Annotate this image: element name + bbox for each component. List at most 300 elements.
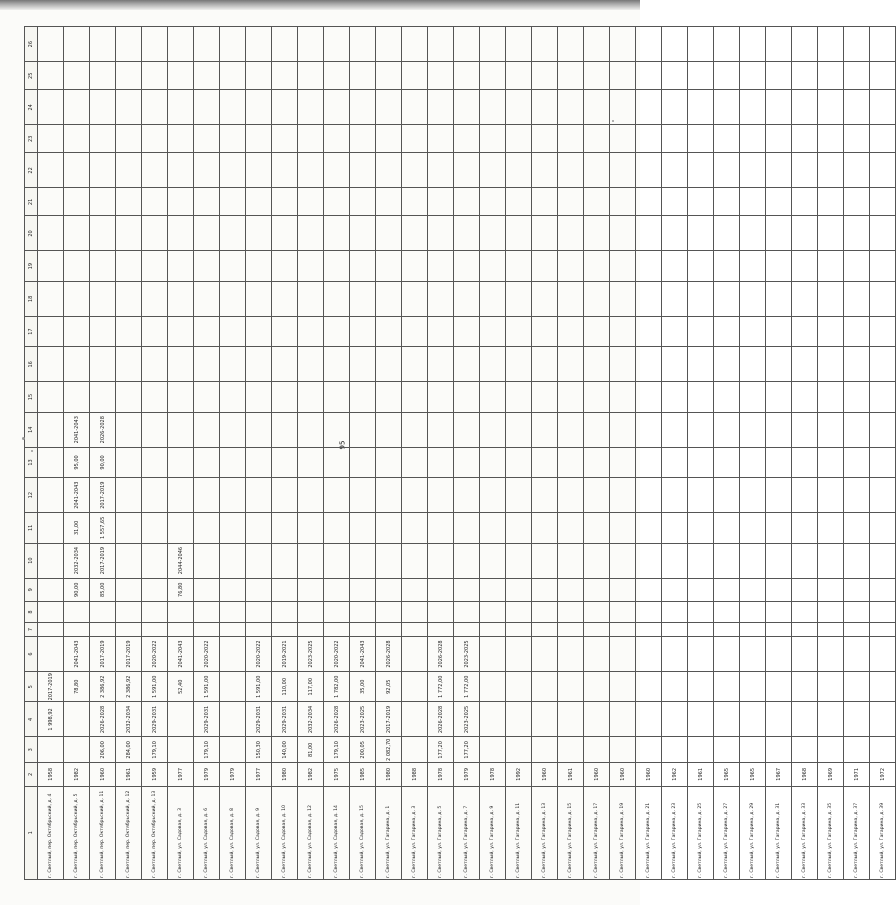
table-cell	[844, 672, 870, 702]
table-cell	[714, 447, 740, 477]
table-cell	[402, 382, 428, 412]
table-cell	[324, 251, 350, 281]
table-cell	[220, 702, 246, 737]
table-cell	[298, 447, 324, 477]
table-cell	[90, 90, 116, 125]
table-cell	[142, 188, 168, 216]
table-cell	[64, 125, 90, 153]
table-cell	[766, 188, 792, 216]
table-cell	[350, 316, 376, 346]
table-cell	[480, 478, 506, 513]
table-cell	[142, 382, 168, 412]
table-cell	[194, 251, 220, 281]
table-cell	[168, 513, 194, 543]
table-cell	[662, 737, 688, 763]
table-cell	[38, 316, 64, 346]
table-cell	[558, 188, 584, 216]
table-cell	[662, 62, 688, 90]
table-cell: 2020-2022	[194, 637, 220, 672]
table-row	[818, 27, 844, 880]
table-cell	[740, 447, 766, 477]
table-cell	[818, 216, 844, 251]
table-cell	[792, 702, 818, 737]
table-cell	[168, 153, 194, 188]
table-cell	[870, 412, 896, 447]
table-cell	[636, 27, 662, 62]
table-cell	[610, 62, 636, 90]
table-cell	[246, 412, 272, 447]
table-row	[740, 27, 766, 880]
table-cell	[38, 125, 64, 153]
table-cell: 117,00	[298, 672, 324, 702]
table-cell	[428, 543, 454, 578]
table-cell	[454, 513, 480, 543]
table-cell	[142, 513, 168, 543]
table-cell	[870, 347, 896, 382]
table-cell	[662, 702, 688, 737]
table-cell	[584, 27, 610, 62]
table-cell	[792, 622, 818, 636]
table-cell: 1 591,00	[142, 672, 168, 702]
table-cell	[844, 153, 870, 188]
table-cell: 2029-2031	[272, 702, 298, 737]
table-cell	[428, 251, 454, 281]
table-cell: 1962	[662, 763, 688, 786]
table-row	[610, 27, 636, 880]
table-cell	[740, 622, 766, 636]
table-cell: 2029-2031	[194, 702, 220, 737]
table-cell: 1967	[766, 763, 792, 786]
table-cell	[480, 27, 506, 62]
table-cell: 1979	[220, 763, 246, 786]
table-cell	[480, 316, 506, 346]
table-cell	[558, 578, 584, 601]
table-cell	[584, 622, 610, 636]
table-cell	[584, 637, 610, 672]
table-cell	[38, 513, 64, 543]
address-cell: г. Светлый, ул. Гагарина, д. 13	[532, 786, 558, 879]
table-cell	[818, 601, 844, 622]
table-cell	[272, 543, 298, 578]
table-cell	[688, 543, 714, 578]
address-cell: г. Светлый, ул. Гагарина, д. 3	[402, 786, 428, 879]
column-number: 23	[25, 125, 38, 153]
table-cell	[584, 188, 610, 216]
table-cell	[246, 125, 272, 153]
table-cell	[116, 347, 142, 382]
table-cell	[428, 622, 454, 636]
column-number: 7	[25, 622, 38, 636]
table-cell: 35,00	[350, 672, 376, 702]
table-cell	[480, 578, 506, 601]
table-cell	[324, 412, 350, 447]
table-cell	[558, 125, 584, 153]
table-cell: 284,00	[116, 737, 142, 763]
table-cell	[350, 412, 376, 447]
table-cell: 2 386,92	[116, 672, 142, 702]
table-cell	[610, 513, 636, 543]
table-cell	[532, 543, 558, 578]
table-cell: 1979	[454, 763, 480, 786]
table-cell	[584, 702, 610, 737]
table-row	[194, 27, 220, 880]
table-cell	[454, 188, 480, 216]
table-row	[64, 27, 90, 880]
table-cell	[714, 125, 740, 153]
table-cell	[636, 216, 662, 251]
table-cell	[870, 601, 896, 622]
table-cell	[272, 188, 298, 216]
table-cell	[220, 737, 246, 763]
table-cell	[246, 188, 272, 216]
table-cell	[480, 412, 506, 447]
table-cell: 2020-2022	[324, 637, 350, 672]
table-cell	[142, 478, 168, 513]
table-cell: 2023-2025	[298, 637, 324, 672]
table-cell	[844, 316, 870, 346]
address-cell: г. Светлый, ул. Гагарина, д. 11	[506, 786, 532, 879]
table-row	[298, 27, 324, 880]
table-cell	[402, 637, 428, 672]
table-cell	[142, 622, 168, 636]
table-cell	[636, 637, 662, 672]
table-cell	[454, 27, 480, 62]
table-cell: 2041-2043	[168, 637, 194, 672]
table-cell	[818, 251, 844, 281]
table-cell	[428, 216, 454, 251]
table-cell	[90, 27, 116, 62]
table-cell	[298, 622, 324, 636]
table-cell	[818, 27, 844, 62]
table-cell	[818, 672, 844, 702]
address-cell: г. Светлый, ул. Садовая, д. 15	[350, 786, 376, 879]
table-cell	[116, 62, 142, 90]
table-cell	[740, 412, 766, 447]
table-cell	[818, 382, 844, 412]
table-cell	[740, 478, 766, 513]
table-cell	[454, 62, 480, 90]
table-cell	[766, 601, 792, 622]
table-cell	[558, 216, 584, 251]
table-cell	[584, 347, 610, 382]
table-cell	[584, 412, 610, 447]
table-cell	[766, 153, 792, 188]
table-cell	[324, 578, 350, 601]
table-cell	[168, 601, 194, 622]
table-cell	[194, 188, 220, 216]
table-cell	[584, 382, 610, 412]
table-cell: 1958	[38, 763, 64, 786]
table-cell	[350, 216, 376, 251]
table-cell	[272, 281, 298, 316]
table-cell	[558, 316, 584, 346]
table-cell: 2032-2034	[298, 702, 324, 737]
table-cell	[168, 27, 194, 62]
table-cell	[610, 702, 636, 737]
table-cell	[194, 622, 220, 636]
table-cell	[246, 478, 272, 513]
table-cell	[64, 251, 90, 281]
table-cell	[38, 281, 64, 316]
table-cell	[90, 188, 116, 216]
table-cell	[454, 316, 480, 346]
table-cell	[714, 382, 740, 412]
table-row	[662, 27, 688, 880]
address-cell: г. Светлый, ул. Садовая, д. 6	[194, 786, 220, 879]
table-cell	[350, 347, 376, 382]
table-cell	[350, 601, 376, 622]
table-cell	[64, 702, 90, 737]
table-cell	[428, 153, 454, 188]
table-cell	[844, 125, 870, 153]
table-cell	[766, 316, 792, 346]
table-cell	[142, 281, 168, 316]
table-cell	[298, 216, 324, 251]
table-cell	[64, 382, 90, 412]
table-cell	[870, 543, 896, 578]
table-cell: 150,30	[246, 737, 272, 763]
table-cell	[116, 478, 142, 513]
table-cell	[558, 412, 584, 447]
table-cell	[714, 702, 740, 737]
table-cell	[480, 513, 506, 543]
table-cell: 1971	[844, 763, 870, 786]
table-cell	[402, 578, 428, 601]
address-cell: г. Светлый, ул. Гагарина, д. 5	[428, 786, 454, 879]
table-cell	[272, 412, 298, 447]
table-cell	[662, 216, 688, 251]
address-cell: г. Светлый, ул. Садовая, д. 12	[298, 786, 324, 879]
table-cell: 1 772,00	[454, 672, 480, 702]
table-cell	[480, 188, 506, 216]
table-cell	[532, 316, 558, 346]
table-cell	[844, 382, 870, 412]
table-cell	[480, 62, 506, 90]
table-cell	[454, 478, 480, 513]
table-cell	[376, 216, 402, 251]
table-cell	[350, 447, 376, 477]
table-cell	[272, 62, 298, 90]
table-cell	[818, 637, 844, 672]
table-cell	[116, 216, 142, 251]
table-cell	[506, 702, 532, 737]
table-cell	[558, 447, 584, 477]
table-cell	[636, 382, 662, 412]
table-cell	[662, 188, 688, 216]
table-cell	[506, 637, 532, 672]
table-cell	[870, 702, 896, 737]
table-cell	[298, 601, 324, 622]
table-cell	[636, 251, 662, 281]
table-cell	[350, 513, 376, 543]
table-row	[142, 27, 168, 880]
table-cell	[558, 737, 584, 763]
table-cell	[558, 543, 584, 578]
table-cell: 2 386,92	[90, 672, 116, 702]
table-cell	[584, 90, 610, 125]
table-cell	[246, 27, 272, 62]
table-cell	[506, 90, 532, 125]
table-cell	[168, 478, 194, 513]
table-cell	[610, 737, 636, 763]
table-cell: 1960	[584, 763, 610, 786]
table-cell	[792, 382, 818, 412]
table-cell	[116, 513, 142, 543]
column-number: 11	[25, 513, 38, 543]
table-cell	[246, 578, 272, 601]
table-cell	[324, 513, 350, 543]
table-cell	[766, 672, 792, 702]
table-cell	[298, 412, 324, 447]
table-cell	[168, 347, 194, 382]
table-cell	[662, 478, 688, 513]
table-cell	[506, 543, 532, 578]
table-cell	[376, 543, 402, 578]
table-cell	[64, 27, 90, 62]
table-cell	[454, 251, 480, 281]
table-cell	[38, 412, 64, 447]
table-cell: 1980	[272, 763, 298, 786]
table-cell	[116, 601, 142, 622]
table-cell	[662, 90, 688, 125]
table-cell	[532, 672, 558, 702]
table-cell	[142, 251, 168, 281]
table-cell	[662, 543, 688, 578]
table-cell	[376, 382, 402, 412]
table-cell	[116, 281, 142, 316]
table-cell	[38, 622, 64, 636]
table-cell	[818, 316, 844, 346]
table-cell	[480, 737, 506, 763]
table-cell	[558, 62, 584, 90]
table-cell	[454, 447, 480, 477]
table-cell	[376, 578, 402, 601]
table-cell	[480, 672, 506, 702]
page-number: 95	[338, 440, 347, 450]
table-cell	[870, 216, 896, 251]
table-cell	[584, 578, 610, 601]
table-cell	[324, 447, 350, 477]
table-cell	[220, 601, 246, 622]
column-number: 16	[25, 347, 38, 382]
table-cell	[740, 216, 766, 251]
table-cell	[298, 578, 324, 601]
table-cell	[766, 543, 792, 578]
table-row	[454, 27, 480, 880]
table-cell	[38, 153, 64, 188]
table-cell	[168, 281, 194, 316]
table-cell	[766, 382, 792, 412]
table-cell: 81,00	[298, 737, 324, 763]
table-cell	[844, 622, 870, 636]
table-cell	[792, 125, 818, 153]
table-cell	[220, 672, 246, 702]
table-cell	[454, 622, 480, 636]
table-cell	[246, 216, 272, 251]
table-cell	[584, 62, 610, 90]
table-cell	[168, 125, 194, 153]
table-cell	[454, 543, 480, 578]
table-cell	[142, 62, 168, 90]
column-number: 4	[25, 702, 38, 737]
table-cell	[272, 578, 298, 601]
table-cell: 1965	[740, 763, 766, 786]
table-cell	[402, 216, 428, 251]
table-cell	[714, 737, 740, 763]
table-cell	[246, 382, 272, 412]
table-cell	[142, 578, 168, 601]
table-cell	[766, 125, 792, 153]
table-cell	[844, 347, 870, 382]
table-cell	[220, 622, 246, 636]
table-cell	[116, 125, 142, 153]
table-cell	[558, 90, 584, 125]
table-cell	[220, 188, 246, 216]
table-cell	[584, 153, 610, 188]
scan-speck	[31, 450, 33, 452]
table-cell	[740, 281, 766, 316]
column-number: 6	[25, 637, 38, 672]
table-cell	[740, 90, 766, 125]
table-cell	[480, 382, 506, 412]
table-cell	[610, 447, 636, 477]
scan-edge	[0, 0, 640, 10]
table-cell	[636, 347, 662, 382]
table-cell	[220, 27, 246, 62]
table-cell	[324, 316, 350, 346]
table-cell: 1977	[168, 763, 194, 786]
table-cell	[688, 347, 714, 382]
table-cell: 1988	[402, 763, 428, 786]
table-cell	[428, 27, 454, 62]
table-cell: 1961	[116, 763, 142, 786]
table-cell	[64, 62, 90, 90]
table-cell	[116, 382, 142, 412]
table-cell	[792, 90, 818, 125]
table-cell	[558, 153, 584, 188]
column-number: 25	[25, 62, 38, 90]
table-cell: 1972	[870, 763, 896, 786]
table-cell	[324, 216, 350, 251]
table-cell	[766, 637, 792, 672]
table-cell: 1980	[376, 763, 402, 786]
address-cell: г. Светлый, ул. Гагарина, д. 1	[376, 786, 402, 879]
table-cell	[532, 513, 558, 543]
table-cell	[844, 188, 870, 216]
table-row	[376, 27, 402, 880]
table-cell: 2026-2028	[324, 702, 350, 737]
table-cell	[480, 90, 506, 125]
table-cell: 1978	[480, 763, 506, 786]
address-cell: г. Светлый, ул. Садовая, д. 3	[168, 786, 194, 879]
table-cell: 2017-2019	[90, 478, 116, 513]
column-number: 21	[25, 188, 38, 216]
table-cell	[350, 578, 376, 601]
table-cell	[402, 153, 428, 188]
address-cell: г. Светлый, пер. Октябрьский, д. 13	[142, 786, 168, 879]
table-cell	[558, 702, 584, 737]
table-cell: 2026-2028	[90, 702, 116, 737]
table-cell	[376, 281, 402, 316]
table-cell	[844, 543, 870, 578]
table-cell	[766, 737, 792, 763]
address-cell: г. Светлый, ул. Гагарина, д. 27	[714, 786, 740, 879]
table-cell	[246, 601, 272, 622]
table-cell	[532, 622, 558, 636]
table-cell	[818, 188, 844, 216]
table-cell: 206,00	[90, 737, 116, 763]
table-cell	[402, 125, 428, 153]
